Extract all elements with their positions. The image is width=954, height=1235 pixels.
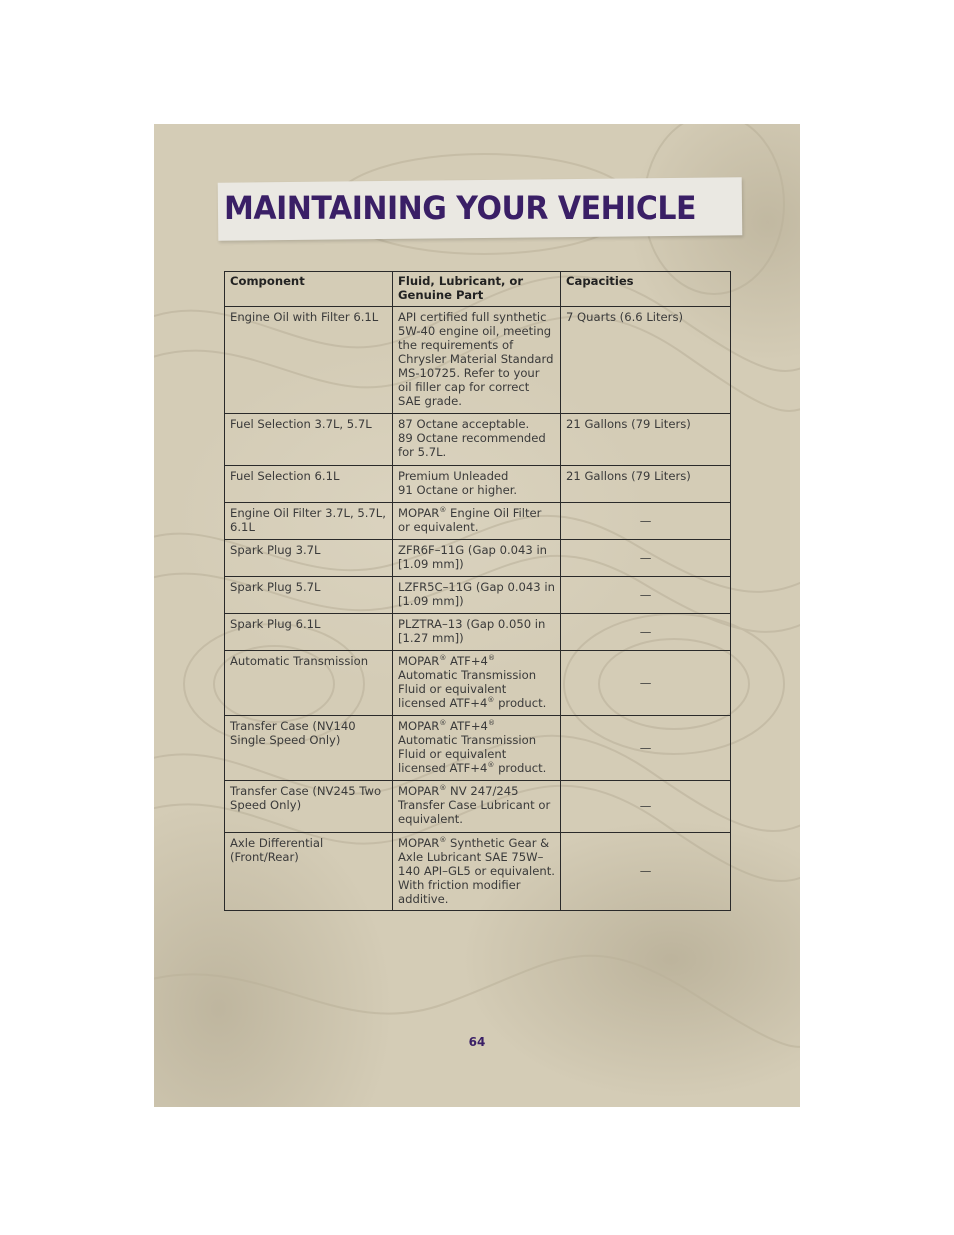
reg-mark: ® [487,761,495,770]
table-row [225,307,731,414]
fluid-line: 87 Octane acceptable. [398,417,530,431]
reg-mark: ® [439,654,447,663]
cell-capacity: — [561,577,731,614]
header-component: Component [225,272,393,307]
fluid-text: ATF+4 [446,654,488,668]
fluid-text: product. [494,696,547,710]
table-row [225,466,731,503]
table-row [225,833,731,911]
table-header-row [225,272,731,307]
table-row [225,651,731,716]
cell-component: Fuel Selection 6.1L [225,466,393,503]
cell-capacity: — [561,503,731,540]
fluid-text: NV 247/245 Transfer Case Lubricant or equivalent. [398,784,551,826]
fluid-text: Automatic Transmission Fluid or equivalent licensed ATF+4 [398,668,537,710]
fluid-text: MOPAR [398,836,440,850]
table-row [225,781,731,833]
fluid-text: product. [494,761,547,775]
cell-capacity: — [561,716,731,781]
cell-component: Transfer Case (NV245 Two Speed Only) [225,781,393,833]
table-row [225,716,731,781]
reg-mark: ® [439,836,447,845]
manual-page [154,124,800,1107]
table-row [225,503,731,540]
reg-mark: ® [439,719,447,728]
fluids-capacities-table [224,271,731,911]
cell-fluid: API certified full synthetic 5W-40 engine oil, meeting the requirements of Chrysler Material Standard MS-10725. Refer to your oil filler cap for correct SAE grade. [393,307,561,414]
cell-fluid [393,503,561,540]
cell-fluid [393,466,561,503]
reg-mark: ® [487,719,495,728]
cell-fluid: PLZTRA–13 (Gap 0.050 in [1.27 mm]) [393,614,561,651]
table-row [225,414,731,466]
header-capacities: Capacities [561,272,731,307]
cell-component: Axle Differential (Front/Rear) [225,833,393,911]
cell-capacity: 21 Gallons (79 Liters) [561,414,731,466]
cell-fluid [393,651,561,716]
cell-capacity: — [561,781,731,833]
table-row [225,614,731,651]
cell-component: Transfer Case (NV140 Single Speed Only) [225,716,393,781]
cell-component: Fuel Selection 3.7L, 5.7L [225,414,393,466]
fluid-text: ATF+4 [446,719,488,733]
cell-capacity: 7 Quarts (6.6 Liters) [561,307,731,414]
cell-component: Automatic Transmission [225,651,393,716]
fluid-text: MOPAR [398,654,440,668]
fluid-line: Premium Unleaded [398,469,509,483]
cell-component: Spark Plug 5.7L [225,577,393,614]
fluid-line: 91 Octane or higher. [398,483,518,497]
cell-fluid [393,781,561,833]
cell-component: Engine Oil Filter 3.7L, 5.7L, 6.1L [225,503,393,540]
cell-fluid [393,833,561,911]
fluid-text: Synthetic Gear & Axle Lubricant SAE 75W–140 API–GL5 or equivalent. With friction modifier additive. [398,836,555,906]
fluid-line: 89 Octane recommended for 5.7L. [398,431,546,459]
reg-mark: ® [439,784,447,793]
cell-fluid [393,716,561,781]
page-number: 64 [468,1035,486,1049]
header-fluid: Fluid, Lubricant, or Genuine Part [393,272,561,307]
cell-fluid: LZFR5C–11G (Gap 0.043 in [1.09 mm]) [393,577,561,614]
cell-component: Spark Plug 6.1L [225,614,393,651]
reg-mark: ® [487,696,495,705]
fluid-text: Automatic Transmission Fluid or equivalent licensed ATF+4 [398,733,537,775]
fluid-text: Engine Oil Filter or equivalent. [398,506,542,534]
reg-mark: ® [439,506,447,515]
cell-capacity: — [561,614,731,651]
cell-component: Engine Oil with Filter 6.1L [225,307,393,414]
cell-capacity: — [561,833,731,911]
fluid-text: MOPAR [398,506,440,520]
fluid-text: MOPAR [398,719,440,733]
cell-capacity: 21 Gallons (79 Liters) [561,466,731,503]
cell-fluid [393,414,561,466]
page-title: MAINTAINING YOUR VEHICLE [224,190,696,228]
cell-capacity: — [561,540,731,577]
table-row [225,540,731,577]
fluid-text: MOPAR [398,784,440,798]
cell-fluid: ZFR6F–11G (Gap 0.043 in [1.09 mm]) [393,540,561,577]
cell-capacity: — [561,651,731,716]
table-row [225,577,731,614]
reg-mark: ® [487,654,495,663]
cell-component: Spark Plug 3.7L [225,540,393,577]
